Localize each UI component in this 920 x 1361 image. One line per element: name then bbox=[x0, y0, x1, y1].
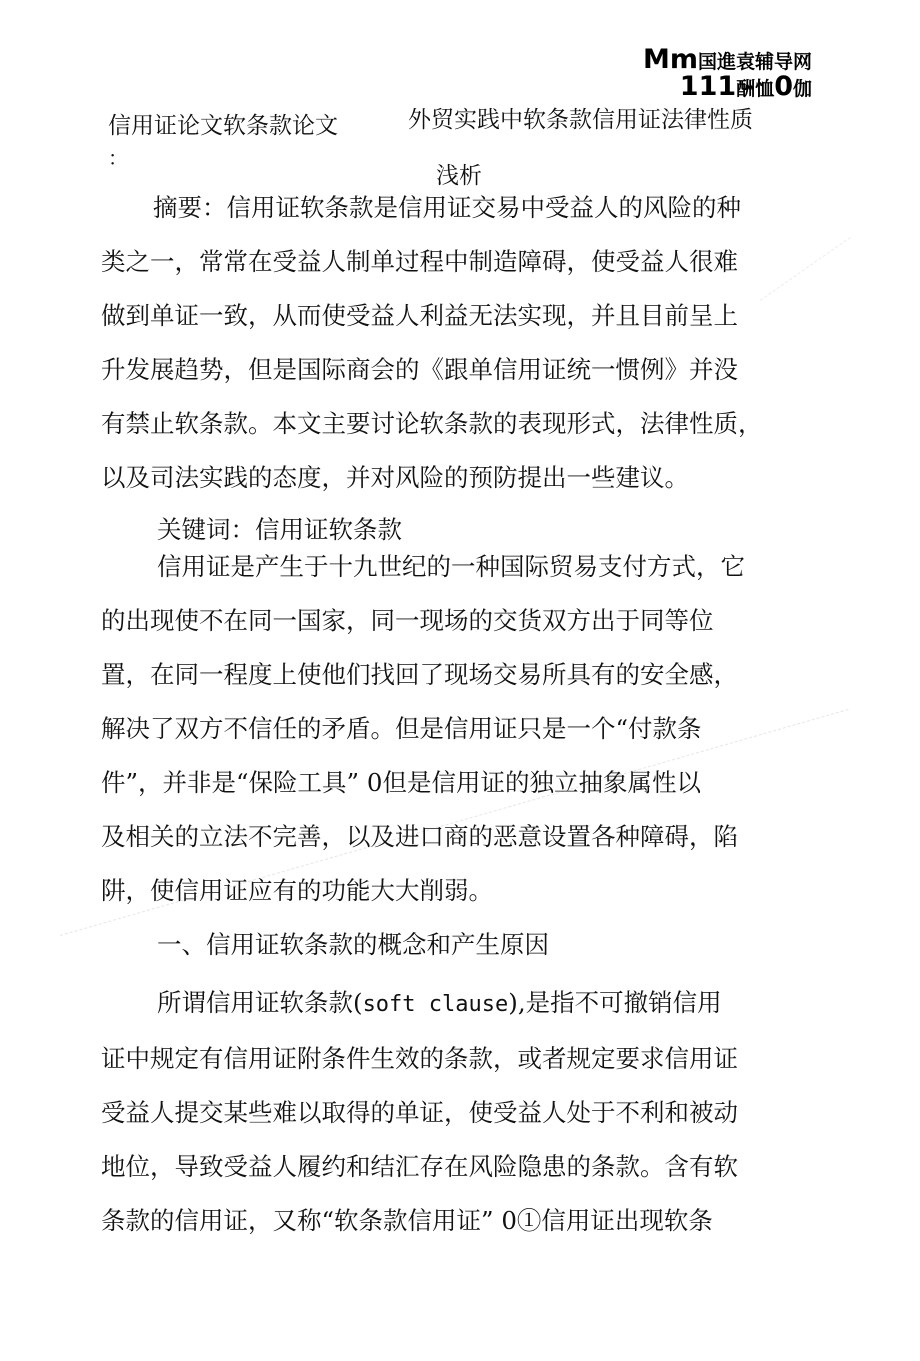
doc-title-left: 信用证论文软条款论文 bbox=[108, 113, 338, 139]
text-line: 升发展趋势，但是国际商会的《跟单信用证统一惯例》并没 bbox=[101, 355, 738, 384]
text-line: 及相关的立法不完善，以及进口商的恶意设置各种障碍，陷 bbox=[101, 822, 738, 851]
brand-line-1: Mm国進袁辅导网 bbox=[642, 44, 812, 75]
text-line: 所谓信用证软条款(soft clause),是指不可撤销信用 bbox=[157, 988, 722, 1017]
site-brand-logo bbox=[642, 44, 812, 102]
brand-line-2: 111酬恤0伽 bbox=[679, 71, 812, 102]
section-1-paragraph bbox=[101, 976, 781, 1248]
text-line: 证中规定有信用证附条件生效的条款，或者规定要求信用证 bbox=[101, 1044, 738, 1073]
text-line: 置，在同一程度上使他们找回了现场交易所具有的安全感， bbox=[101, 660, 738, 689]
text-line: 类之一，常常在受益人制单过程中制造障碍，使受益人很难 bbox=[101, 247, 738, 276]
abstract-paragraph bbox=[101, 181, 781, 505]
text-line: 信用证是产生于十九世纪的一种国际贸易支付方式，它 bbox=[157, 552, 745, 581]
text-line: 件”，并非是“保险工具” 0但是信用证的独立抽象属性以 bbox=[101, 768, 701, 797]
text-line: 做到单证一致，从而使受益人利益无法实现，并且目前呈上 bbox=[101, 301, 738, 330]
doc-title-right-line-2: 浅析 bbox=[436, 163, 482, 189]
text-line: 的出现使不在同一国家，同一现场的交货双方出于同等位 bbox=[101, 606, 714, 635]
text-line: 有禁止软条款。本文主要讨论软条款的表现形式，法律性质， bbox=[101, 409, 763, 438]
text-line: 摘要：信用证软条款是信用证交易中受益人的风险的种 bbox=[153, 193, 741, 222]
text-line: 阱，使信用证应有的功能大大削弱。 bbox=[101, 876, 493, 905]
text-line: 地位，导致受益人履约和结汇存在风险隐患的条款。含有软 bbox=[101, 1152, 738, 1181]
keywords-line: 关键词：信用证软条款 bbox=[157, 515, 402, 544]
text-line: 解决了双方不信任的矛盾。但是信用证只是一个“付款条 bbox=[101, 714, 702, 743]
text-line: 受益人提交某些难以取得的单证，使受益人处于不利和被动 bbox=[101, 1098, 738, 1127]
text-line: 以及司法实践的态度，并对风险的预防提出一些建议。 bbox=[101, 463, 689, 492]
doc-title-right-line-1: 外贸实践中软条款信用证法律性质 bbox=[408, 107, 753, 133]
section-heading: 一、信用证软条款的概念和产生原因 bbox=[157, 930, 549, 959]
text-line: 条款的信用证，又称“软条款信用证” 0①信用证出现软条 bbox=[101, 1206, 713, 1235]
latin-term: soft clause bbox=[362, 992, 509, 1017]
doc-title-colon: ： bbox=[108, 146, 128, 170]
intro-paragraph bbox=[101, 540, 781, 918]
